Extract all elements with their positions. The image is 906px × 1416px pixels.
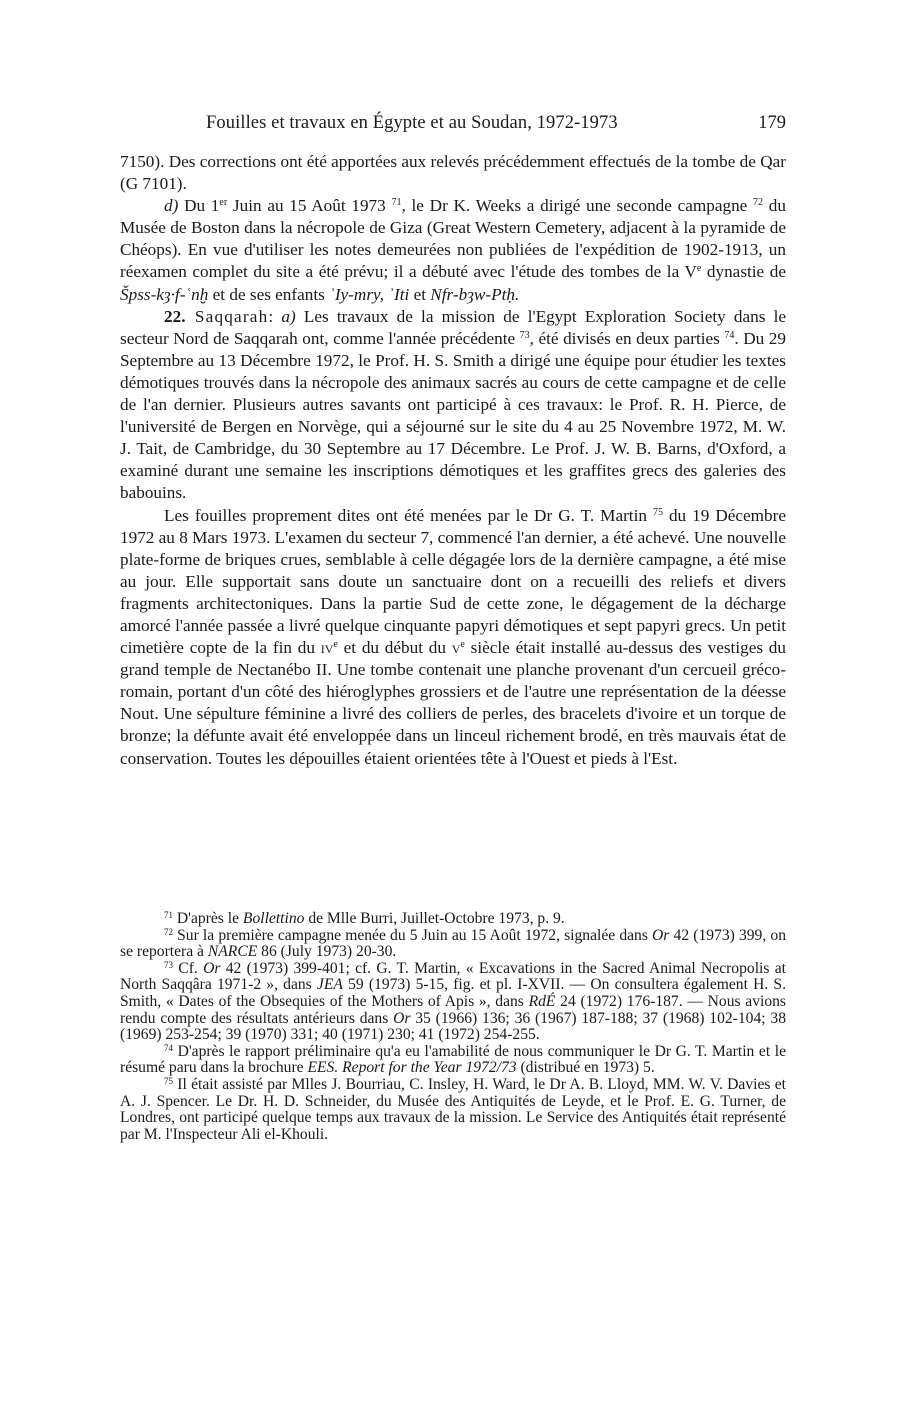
paragraph-continued: 7150). Des corrections ont été apportées aux relevés précédemment effectués de la tombe de Qar (G 7101). bbox=[120, 152, 786, 194]
footnote-ref-71[interactable]: 71 bbox=[391, 197, 402, 209]
running-title: Fouilles et travaux en Égypte et au Soudan, 1972-1973 bbox=[206, 113, 618, 133]
footnote-ref-73[interactable]: 73 bbox=[519, 329, 530, 341]
running-header bbox=[120, 113, 786, 139]
footnote-75: $^{75}$ Il était assisté par Mlles J. Bourriau, C. Insley, H. Ward, le Dr A. B. Lloyd, MM. W. V. Davies et A. J. Spencer. Le Dr. H. D. Schneider, du Musée des Antiquités de Leyde, et le Prof. E. G. Turner, de Londres, ont participé quelque temps aux travaux de la mission. Le Service des Antiquités était représenté par M. l'Inspecteur Ali el-Khouli. bbox=[120, 1075, 786, 1143]
footnote-ref-75[interactable]: 75 bbox=[652, 506, 663, 518]
footnote-71: $^{71}$ D'après le Bollettino de Mlle Burri, Juillet-Octobre 1973, p. 9. bbox=[164, 910, 565, 927]
footnote-ref-72[interactable]: 72 bbox=[753, 197, 764, 209]
section-place: Saqqarah bbox=[185, 306, 269, 326]
footnote-72: $^{72}$ Sur la première campagne menée du 5 Juin au 15 Août 1972, signalée dans Or 42 (1973) 399, on se reportera à NARCE 86 (July 1973) 20-30. bbox=[120, 926, 786, 961]
paragraph-giza: d) Du 1er Juin au 15 Août 1973 $^{71}$, le Dr K. Weeks a dirigé une seconde campagne $^{72}$ du Musée de Boston dans la nécropole de Giza (Great Western Cemetery, adjacent à la pyramide de Chéops). En vue d'utiliser les notes demeurées non publiées de l'expédition de 1902-1913, un réexamen complet du site a été prévu; il a débuté avec l'étude des tombes de la Ve dynastie de Špss-kȝ·f-ʿnḫ et de ses enfants ʾIy-mry, ʾIti et Nfr-bȝw-Ptḥ. bbox=[120, 196, 786, 304]
footnotes bbox=[120, 911, 786, 1143]
paragraph-fouilles: Les fouilles proprement dites ont été menées par le Dr G. T. Martin $^{75}$ du 19 Décembre 1972 au 8 Mars 1973. L'examen du secteur 7, commencé l'an dernier, a été achevé. Une nouvelle plate-forme de briques crues, semblable à celle dégagée lors de la dernière campagne, a été mise au jour. Elle supportait sans doute un sanctuaire dont on a recueilli des reliefs et divers fragments architectoniques. Dans la partie Sud de cette zone, le dégagement de la décharge amorcé l'année passée a livré quelque cinquante papyri démotiques et sept papyri grecs. Un petit cimetière copte de la fin du $iv^e$ et du début du $v^e$ siècle était installé au-dessus des vestiges du grand temple de Nectanébo II. Une tombe contenait une planche provenant d'un cercueil gréco-romain, portant d'un côté des hiéroglyphes grossiers et de l'autre une représentation de la déesse Nout. Une sépulture féminine a livré des colliers de perles, des bracelets d'ivoire et un torque de bronze; la défunte avait été enveloppée dans un linceul richement brodé, en très mauvais état de conservation. Toutes les dépouilles étaient orientées tête à l'Ouest et pieds à l'Est. bbox=[120, 505, 787, 768]
footnote-73: $^{73}$ Cf. Or 42 (1973) 399-401; cf. G. T. Martin, « Excavations in the Sacred Animal Necropolis at North Saqqâra 1971-2 », dans JEA 59 (1973) 5-15, fig. et pl. I-XVII. — On consultera également H. S. Smith, « Dates of the Obsequies of the Mothers of Apis », dans RdÉ 24 (1972) 176-187. — Nous avions rendu compte des résultats antérieurs dans Or 35 (1966) 136; 36 (1967) 187-188; 37 (1968) 102-104; 38 (1969) 253-254; 39 (1970) 331; 40 (1971) 230; 41 (1972) 254-255. bbox=[120, 959, 786, 1044]
page-number: 179 bbox=[758, 113, 786, 133]
section-number: 22. bbox=[164, 306, 186, 326]
footnote-ref-74[interactable]: 74 bbox=[724, 329, 735, 341]
paragraph-saqqarah: 22. Saqqarah: a) Les travaux de la mission de l'Egypt Exploration Society dans le secteur Nord de Saqqarah ont, comme l'année précédente $^{73}$, été divisés en deux parties $^{74}$. Du 29 Septembre au 13 Décembre 1972, le Prof. H. S. Smith a dirigé une équipe pour étudier les textes démotiques trouvés dans la nécropole des animaux sacrés au cours de cette campagne et de celle de l'an dernier. Plusieurs autres savants ont participé à ces travaux: le Prof. R. H. Pierce, de l'université de Bergen en Norvège, qui a séjourné sur le site du 4 au 25 Novembre 1972, M. W. J. Tait, de Cambridge, du 30 Septembre au 17 Décembre. Le Prof. J. W. B. Barns, d'Oxford, a examiné durant une semaine les inscriptions démotiques et les graffites grecs des galeries des babouins. bbox=[120, 306, 786, 503]
body-text bbox=[120, 151, 786, 770]
footnote-74: $^{74}$ D'après le rapport préliminaire qu'a eu l'amabilité de nous communiquer le Dr G. T. Martin et le résumé paru dans la brochure EES. Report for the Year 1972/73 (distribué en 1973) 5. bbox=[120, 1042, 786, 1077]
